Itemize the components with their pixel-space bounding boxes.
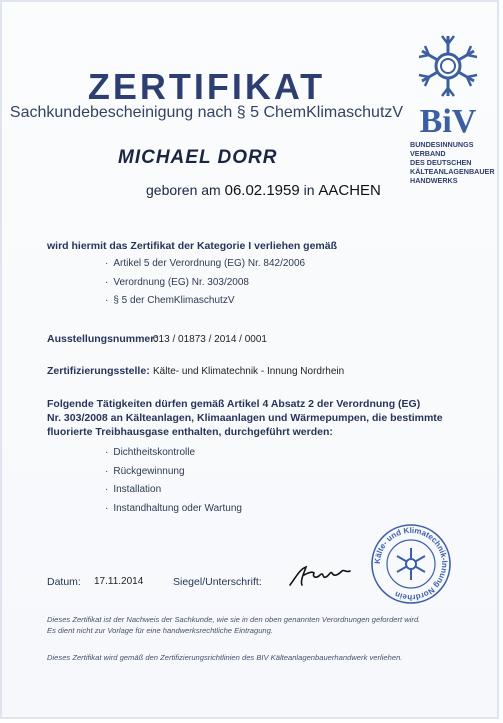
list-item: · Installation bbox=[105, 484, 242, 503]
list-item: · Rückgewinnung bbox=[105, 466, 242, 485]
issue-number-value: 013 / 01873 / 2014 / 0001 bbox=[153, 334, 267, 345]
organization-name bbox=[410, 140, 500, 185]
birth-line bbox=[146, 182, 381, 199]
paragraph-line: Nr. 303/2008 an Kälteanlagen, Klimaanlagen und Wärmepumpen, die bestimmte bbox=[47, 412, 443, 424]
footer-line: Es dient nicht zur Vorlage für eine handwerksrechtliche Eintragung. bbox=[47, 626, 273, 635]
birth-date: 06.02.1959 bbox=[224, 182, 300, 199]
organization-line: HANDWERKS bbox=[410, 176, 458, 185]
signature-label: Siegel/Unterschrift: bbox=[173, 576, 262, 588]
paragraph-line: Folgende Tätigkeiten dürfen gemäß Artikel 4 Absatz 2 der Verordnung (EG) bbox=[47, 398, 421, 410]
list-item: · § 5 der ChemKlimaschutzV bbox=[105, 295, 305, 314]
list-item: · Artikel 5 der Verordnung (EG) Nr. 842/2006 bbox=[105, 258, 305, 277]
seal-stamp bbox=[370, 523, 452, 605]
biv-wordmark: BiV bbox=[419, 103, 477, 140]
date-value: 17.11.2014 bbox=[94, 576, 144, 587]
born-label: geboren am bbox=[146, 182, 221, 198]
organization-line: KÄLTEANLAGENBAUER bbox=[410, 167, 495, 176]
activities-list bbox=[105, 447, 242, 521]
certificate-subtitle: Sachkundebescheinigung nach § 5 ChemKlimaschutzV bbox=[9, 104, 404, 121]
organization-line: DES DEUTSCHEN bbox=[410, 158, 472, 167]
footer-note-1 bbox=[47, 614, 420, 636]
date-label: Datum: bbox=[47, 576, 81, 588]
footer-note-2 bbox=[47, 652, 402, 663]
biv-logo bbox=[408, 30, 488, 140]
born-in-label: in bbox=[303, 182, 315, 198]
list-item: · Verordnung (EG) Nr. 303/2008 bbox=[105, 277, 305, 296]
list-item: · Dichtheitskontrolle bbox=[105, 447, 242, 466]
holder-name: MICHAEL DORR bbox=[118, 147, 278, 168]
snowflake-icon bbox=[397, 548, 425, 580]
activities-paragraph bbox=[47, 397, 447, 439]
regulation-list bbox=[105, 258, 305, 314]
paragraph-line: fluorierte Treibhausgase enthalten, durchgeführt werden: bbox=[47, 426, 333, 438]
grant-statement: wird hiermit das Zertifikat der Kategorie I verliehen gemäß bbox=[47, 240, 338, 252]
certifier-label: Zertifizierungsstelle: bbox=[47, 365, 150, 377]
issue-number-label: Ausstellungsnummer: bbox=[47, 333, 158, 345]
list-item: · Instandhaltung oder Wartung bbox=[105, 503, 242, 522]
signature bbox=[286, 563, 356, 589]
organization-line: BUNDESINNUNGS bbox=[410, 140, 474, 149]
snowflake-icon bbox=[419, 36, 477, 96]
birth-place: AACHEN bbox=[318, 182, 381, 199]
stamp-text: Kälte- und Klimatechnik-Innung Nordrhein bbox=[372, 525, 450, 603]
certifier-value: Kälte- und Klimatechnik - Innung Nordrhein bbox=[153, 366, 345, 377]
footer-line: Dieses Zertifikat wird gemäß den Zertifizierungsrichtlinien des BIV Kälteanlagenbauerhandwerk verliehen. bbox=[47, 653, 403, 662]
certificate-title: ZERTIFIKAT bbox=[87, 66, 326, 107]
footer-line: Dieses Zertifikat ist der Nachweis der Sachkunde, wie sie in den oben genannten Verordnungen gefordert wird. bbox=[47, 615, 421, 624]
organization-line: VERBAND bbox=[410, 149, 446, 158]
